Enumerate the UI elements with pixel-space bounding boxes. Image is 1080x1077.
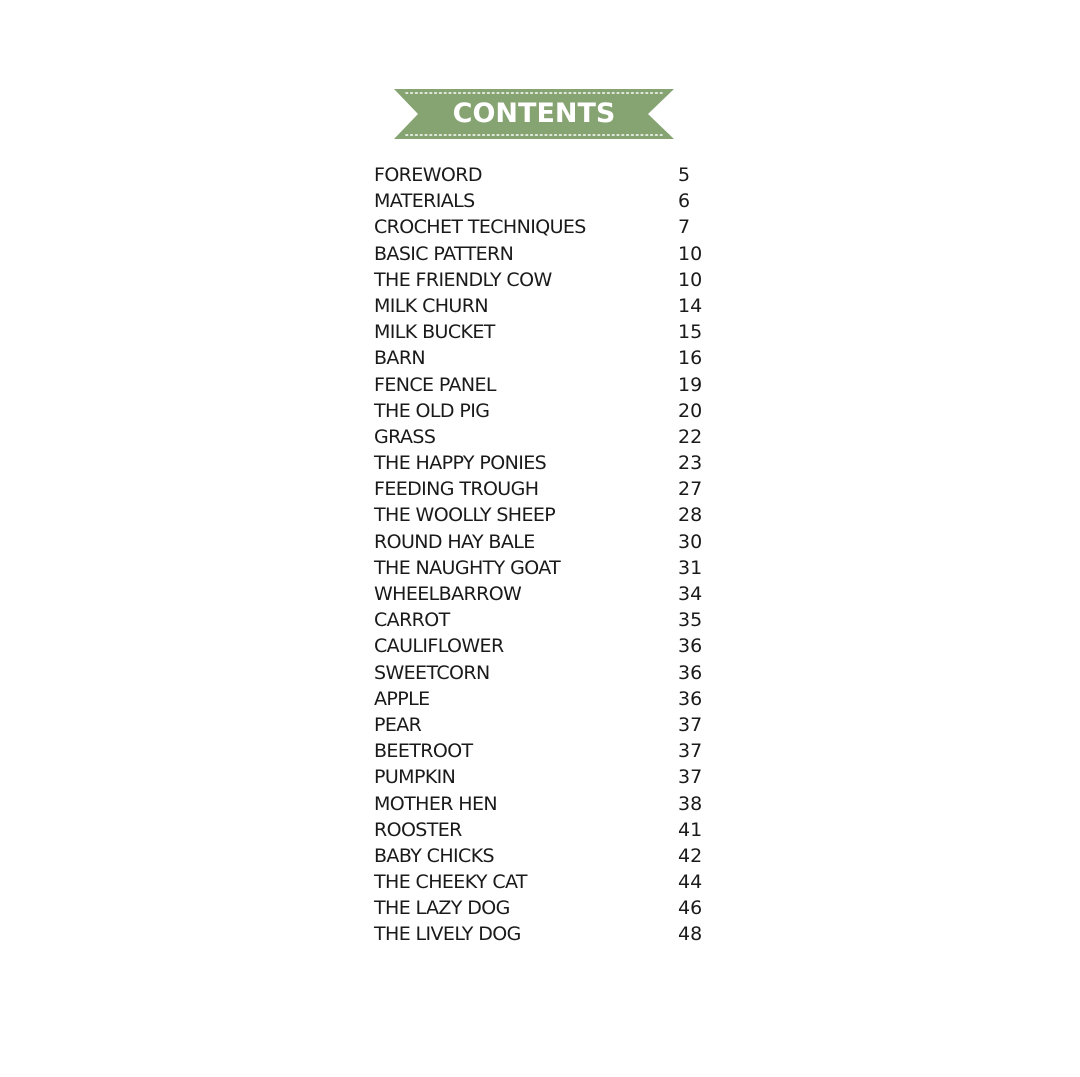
toc-entry [373,686,713,712]
toc-entry-page-number: 6 [678,190,691,213]
toc-entry-page-number: 5 [678,164,691,186]
toc-entry [373,214,713,240]
toc-entry-title: FOREWORD [374,164,482,186]
toc-entry [373,529,713,555]
toc-entry-title: CARROT [374,609,450,632]
toc-entry [373,660,713,686]
toc-entry-page-number: 36 [678,635,703,658]
toc-entry-title: BEETROOT [374,740,473,763]
toc-entry-page-number: 22 [678,425,703,448]
toc-entry-page-number: 27 [678,478,703,501]
toc-entry-title: CAULIFLOWER [374,635,504,658]
toc-entry-title: PEAR [374,713,422,736]
table-of-contents [373,162,713,948]
toc-entry-title: FENCE PANEL [374,373,496,396]
toc-entry [373,424,713,450]
toc-entry-page-number: 46 [678,897,703,920]
toc-entry [373,450,713,476]
toc-entry-title: THE LAZY DOG [374,897,510,920]
toc-entry-page-number: 7 [678,216,691,239]
toc-entry-title: CROCHET TECHNIQUES [374,216,586,239]
toc-entry-page-number: 35 [678,609,703,632]
toc-entry [373,188,713,214]
toc-entry-title: GRASS [374,425,436,448]
toc-entry-page-number: 42 [678,844,703,867]
toc-entry-page-number: 41 [678,818,703,841]
toc-entry-title: MOTHER HEN [374,792,497,815]
toc-entry [373,293,713,319]
toc-entry-page-number: 15 [678,321,703,344]
toc-entry-page-number: 19 [678,373,703,396]
toc-entry-title: ROOSTER [374,818,462,841]
toc-entry-title: THE HAPPY PONIES [374,452,547,475]
toc-entry [373,241,713,267]
toc-entry-title: THE OLD PIG [374,399,490,422]
toc-entry-page-number: 16 [678,347,703,370]
toc-entry [373,398,713,424]
toc-entry-page-number: 37 [678,740,703,763]
toc-entry-title: MILK CHURN [374,294,488,317]
toc-entry-title: THE LIVELY DOG [374,923,521,946]
toc-entry [373,869,713,895]
toc-entry-title: THE FRIENDLY COW [374,268,552,291]
toc-entry [373,817,713,843]
page-title: CONTENTS [452,98,616,129]
toc-entry-title: BASIC PATTERN [374,242,514,265]
toc-entry [373,921,713,947]
toc-entry-page-number: 30 [678,530,703,553]
toc-entry-title: ROUND HAY BALE [374,530,535,553]
toc-entry-page-number: 34 [678,583,703,605]
toc-entry-title: MILK BUCKET [374,321,495,344]
toc-entry-title: FEEDING TROUGH [374,478,539,501]
toc-entry-page-number: 28 [678,504,703,527]
toc-entry-page-number: 48 [678,923,703,946]
toc-entry [373,345,713,371]
toc-entry-page-number: 20 [678,399,703,422]
toc-entry [373,738,713,764]
toc-entry [373,162,713,188]
contents-banner [394,89,674,139]
toc-entry [373,476,713,502]
toc-entry [373,319,713,345]
toc-entry [373,712,713,738]
toc-entry [373,843,713,869]
toc-entry-title: THE CHEEKY CAT [374,871,527,894]
toc-entry [373,372,713,398]
toc-entry [373,581,713,607]
toc-entry [373,764,713,790]
toc-entry [373,502,713,528]
toc-entry-title: THE WOOLLY SHEEP [374,504,556,527]
toc-entry-page-number: 44 [678,871,703,894]
toc-entry-page-number: 37 [678,713,703,736]
toc-entry-title: APPLE [374,687,430,710]
toc-entry-title: THE NAUGHTY GOAT [374,556,561,579]
toc-entry [373,633,713,659]
toc-entry-title: MATERIALS [374,190,475,213]
toc-entry-page-number: 37 [678,766,703,789]
toc-entry-title: BARN [374,347,426,370]
toc-entry-page-number: 14 [678,294,703,317]
toc-entry-page-number: 23 [678,452,703,475]
toc-entry-title: BABY CHICKS [374,844,495,867]
toc-entry-title: SWEETCORN [374,661,490,684]
toc-entry-page-number: 10 [678,242,703,265]
toc-entry [373,895,713,921]
toc-entry-page-number: 36 [678,687,703,710]
toc-entry-title: PUMPKIN [374,766,456,789]
toc-entry-title: WHEELBARROW [374,583,522,605]
toc-entry-page-number: 36 [678,661,703,684]
toc-entry [373,555,713,581]
toc-entry [373,791,713,817]
toc-entry-page-number: 31 [678,556,703,579]
toc-entry [373,607,713,633]
toc-entry-page-number: 10 [678,268,703,291]
toc-entry [373,267,713,293]
toc-entry-page-number: 38 [678,792,703,815]
